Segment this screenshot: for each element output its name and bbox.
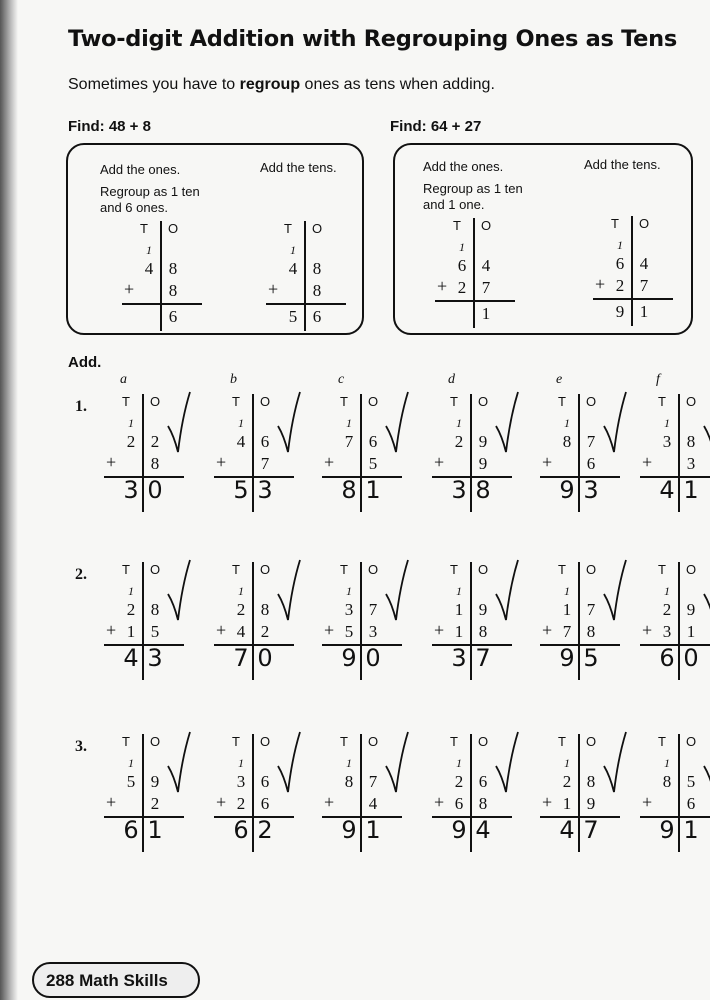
carry-digit: 1 bbox=[664, 416, 670, 430]
addend-1-ones: 7 bbox=[368, 600, 378, 619]
check-mark-icon bbox=[700, 556, 710, 626]
addend-1-tens: 2 bbox=[662, 600, 672, 619]
check-mark-icon bbox=[600, 728, 630, 798]
carry-digit: 1 bbox=[238, 584, 244, 598]
sum-ones: 2 bbox=[257, 816, 273, 844]
carry-digit: 1 bbox=[238, 756, 244, 770]
addend-2-ones: 7 bbox=[481, 278, 491, 297]
sum-ones: 7 bbox=[583, 816, 599, 844]
carry-digit: 1 bbox=[290, 243, 296, 257]
example-2-note: Regroup as 1 ten and 1 one. bbox=[423, 181, 523, 212]
sum-ones: 6 bbox=[168, 307, 178, 326]
example-1-step2: Add the tens. bbox=[260, 160, 337, 175]
check-mark-icon bbox=[274, 556, 304, 626]
sum-ones: 0 bbox=[683, 644, 699, 672]
example-2-work-ones bbox=[435, 218, 515, 328]
carry-digit: 1 bbox=[346, 584, 352, 598]
carry-digit: 1 bbox=[564, 416, 570, 430]
sum-ones: 1 bbox=[683, 476, 699, 504]
addend-1-ones: 4 bbox=[481, 256, 491, 275]
place-value-divider bbox=[142, 394, 144, 512]
carry-digit: 1 bbox=[459, 240, 465, 254]
addend-2-ones: 6 bbox=[586, 454, 596, 473]
sum-line bbox=[214, 476, 294, 478]
addend-2-tens: 1 bbox=[562, 794, 572, 813]
carry-digit: 1 bbox=[456, 416, 462, 430]
place-value-divider bbox=[252, 394, 254, 512]
carry-digit: 1 bbox=[128, 416, 134, 430]
plus-sign: + bbox=[542, 792, 553, 812]
tens-header: T bbox=[611, 216, 619, 231]
addend-1-ones: 2 bbox=[150, 432, 160, 451]
sum-line bbox=[322, 644, 402, 646]
sum-line bbox=[104, 644, 184, 646]
sum-line bbox=[432, 476, 512, 478]
check-mark-icon bbox=[492, 556, 522, 626]
place-value-divider bbox=[473, 218, 475, 328]
addend-1-tens: 3 bbox=[344, 600, 354, 619]
sum-line bbox=[322, 816, 402, 818]
addend-2-ones: 2 bbox=[260, 622, 270, 641]
sum-line bbox=[104, 476, 184, 478]
sum-ones: 8 bbox=[475, 476, 491, 504]
addend-2-ones: 8 bbox=[478, 622, 488, 641]
addend-1-tens: 2 bbox=[236, 600, 246, 619]
addend-1-ones: 7 bbox=[586, 432, 596, 451]
addend-2-ones: 2 bbox=[150, 794, 160, 813]
tens-header: T bbox=[340, 562, 348, 577]
plus-sign: + bbox=[216, 792, 227, 812]
tens-header: T bbox=[122, 562, 130, 577]
place-value-divider bbox=[470, 734, 472, 852]
ones-header: O bbox=[260, 394, 271, 409]
column-letter-a: a bbox=[120, 372, 127, 387]
sum-tens: 5 bbox=[288, 307, 298, 326]
check-mark-icon bbox=[382, 556, 412, 626]
tens-header: T bbox=[232, 562, 240, 577]
sum-ones: 6 bbox=[312, 307, 322, 326]
addend-1-tens: 3 bbox=[662, 432, 672, 451]
tens-header: T bbox=[140, 221, 148, 236]
add-heading: Add. bbox=[68, 354, 102, 371]
addend-2-ones: 9 bbox=[478, 454, 488, 473]
page-shadow-edge bbox=[0, 0, 18, 1000]
place-value-divider bbox=[304, 221, 306, 331]
place-value-divider bbox=[678, 734, 680, 852]
sum-tens: 9 bbox=[451, 816, 467, 844]
sum-tens: 5 bbox=[233, 476, 249, 504]
column-letter-b: b bbox=[230, 372, 237, 387]
plus-sign: + bbox=[216, 620, 227, 640]
addend-2-ones: 6 bbox=[260, 794, 270, 813]
carry-digit: 1 bbox=[456, 756, 462, 770]
addend-1-tens: 2 bbox=[454, 432, 464, 451]
sum-tens: 8 bbox=[341, 476, 357, 504]
ones-header: O bbox=[639, 216, 650, 231]
tens-header: T bbox=[122, 394, 130, 409]
addend-1-tens: 5 bbox=[126, 772, 136, 791]
tens-header: T bbox=[658, 562, 666, 577]
addend-1-tens: 4 bbox=[144, 259, 154, 278]
addend-2-ones: 6 bbox=[686, 794, 696, 813]
sum-tens: 4 bbox=[659, 476, 675, 504]
plus-sign: + bbox=[106, 452, 117, 472]
addend-2-ones: 1 bbox=[686, 622, 696, 641]
example-2-box bbox=[393, 143, 693, 335]
sum-ones: 1 bbox=[365, 476, 381, 504]
plus-sign: + bbox=[434, 792, 445, 812]
addend-2-ones: 8 bbox=[312, 281, 322, 300]
example-2-step1: Add the ones. bbox=[423, 159, 504, 174]
place-value-divider bbox=[160, 221, 162, 331]
sum-tens: 6 bbox=[123, 816, 139, 844]
sum-line bbox=[540, 816, 620, 818]
addend-1-ones: 6 bbox=[368, 432, 378, 451]
sum-ones: 0 bbox=[147, 476, 163, 504]
row-label-3: 3. bbox=[75, 738, 87, 755]
plus-sign: + bbox=[437, 276, 448, 296]
column-letter-f: f bbox=[656, 372, 660, 387]
check-mark-icon bbox=[700, 388, 710, 458]
addend-1-tens: 1 bbox=[454, 600, 464, 619]
carry-digit: 1 bbox=[617, 238, 623, 252]
ones-header: O bbox=[368, 734, 379, 749]
example-1-work-tens bbox=[266, 221, 346, 331]
sum-line bbox=[266, 303, 346, 305]
place-value-divider bbox=[470, 394, 472, 512]
addend-1-ones: 8 bbox=[686, 432, 696, 451]
example-1-box bbox=[66, 143, 364, 335]
ones-header: O bbox=[686, 394, 697, 409]
plus-sign: + bbox=[324, 792, 335, 812]
check-mark-icon bbox=[382, 728, 412, 798]
addend-2-tens: 4 bbox=[236, 622, 246, 641]
place-value-divider bbox=[252, 734, 254, 852]
ones-header: O bbox=[686, 734, 697, 749]
addend-1-tens: 8 bbox=[562, 432, 572, 451]
tens-header: T bbox=[558, 734, 566, 749]
sum-tens: 9 bbox=[659, 816, 675, 844]
plus-sign: + bbox=[542, 452, 553, 472]
check-mark-icon bbox=[164, 388, 194, 458]
intro-text bbox=[68, 76, 495, 94]
sum-tens: 6 bbox=[659, 644, 675, 672]
addend-1-ones: 5 bbox=[686, 772, 696, 791]
plus-sign: + bbox=[642, 620, 653, 640]
row-label-1: 1. bbox=[75, 398, 87, 415]
page-title: Two-digit Addition with Regrouping Ones as Tens bbox=[68, 26, 677, 52]
example-1-find: Find: 48 + 8 bbox=[68, 118, 151, 135]
sum-tens: 9 bbox=[341, 816, 357, 844]
sum-ones: 1 bbox=[481, 304, 491, 323]
sum-ones: 1 bbox=[365, 816, 381, 844]
intro-after: ones as tens when adding. bbox=[300, 76, 495, 93]
check-mark-icon bbox=[600, 556, 630, 626]
sum-ones: 5 bbox=[583, 644, 599, 672]
addend-1-ones: 8 bbox=[260, 600, 270, 619]
tens-header: T bbox=[450, 562, 458, 577]
column-letter-c: c bbox=[338, 372, 345, 387]
addend-2-tens: 3 bbox=[662, 622, 672, 641]
addend-2-ones: 8 bbox=[586, 622, 596, 641]
plus-sign: + bbox=[324, 620, 335, 640]
addend-1-tens: 3 bbox=[236, 772, 246, 791]
sum-ones: 1 bbox=[639, 302, 649, 321]
addend-1-tens: 4 bbox=[236, 432, 246, 451]
ones-header: O bbox=[150, 734, 161, 749]
place-value-divider bbox=[631, 216, 633, 326]
sum-tens: 3 bbox=[123, 476, 139, 504]
sum-line bbox=[214, 816, 294, 818]
ones-header: O bbox=[168, 221, 179, 236]
check-mark-icon bbox=[164, 728, 194, 798]
ones-header: O bbox=[368, 562, 379, 577]
tens-header: T bbox=[284, 221, 292, 236]
carry-digit: 1 bbox=[564, 756, 570, 770]
footer-text: 288 Math Skills bbox=[46, 971, 168, 990]
tens-header: T bbox=[450, 394, 458, 409]
addend-1-tens: 6 bbox=[615, 254, 625, 273]
sum-line bbox=[432, 816, 512, 818]
place-value-divider bbox=[578, 734, 580, 852]
sum-ones: 3 bbox=[583, 476, 599, 504]
ones-header: O bbox=[686, 562, 697, 577]
carry-digit: 1 bbox=[664, 584, 670, 598]
sum-tens: 7 bbox=[233, 644, 249, 672]
addend-2-tens: 7 bbox=[562, 622, 572, 641]
addend-2-ones: 8 bbox=[150, 454, 160, 473]
ones-header: O bbox=[150, 562, 161, 577]
addend-1-ones: 6 bbox=[260, 432, 270, 451]
addend-2-tens: 5 bbox=[344, 622, 354, 641]
place-value-divider bbox=[578, 562, 580, 680]
addend-2-ones: 7 bbox=[639, 276, 649, 295]
sum-line bbox=[104, 816, 184, 818]
place-value-divider bbox=[252, 562, 254, 680]
ones-header: O bbox=[150, 394, 161, 409]
addend-2-ones: 4 bbox=[368, 794, 378, 813]
place-value-divider bbox=[360, 394, 362, 512]
tens-header: T bbox=[658, 734, 666, 749]
addend-2-ones: 5 bbox=[150, 622, 160, 641]
addend-1-tens: 6 bbox=[457, 256, 467, 275]
column-letter-d: d bbox=[448, 372, 455, 387]
addend-1-ones: 8 bbox=[586, 772, 596, 791]
check-mark-icon bbox=[700, 728, 710, 798]
addend-2-tens: 1 bbox=[126, 622, 136, 641]
ones-header: O bbox=[260, 734, 271, 749]
addend-2-ones: 3 bbox=[368, 622, 378, 641]
addend-1-tens: 2 bbox=[126, 600, 136, 619]
plus-sign: + bbox=[434, 620, 445, 640]
tens-header: T bbox=[658, 394, 666, 409]
sum-tens: 9 bbox=[615, 302, 625, 321]
place-value-divider bbox=[678, 562, 680, 680]
place-value-divider bbox=[678, 394, 680, 512]
intro-before: Sometimes you have to bbox=[68, 76, 240, 93]
sum-line bbox=[540, 476, 620, 478]
plus-sign: + bbox=[642, 452, 653, 472]
ones-header: O bbox=[478, 394, 489, 409]
sum-tens: 6 bbox=[233, 816, 249, 844]
place-value-divider bbox=[142, 562, 144, 680]
ones-header: O bbox=[260, 562, 271, 577]
tens-header: T bbox=[558, 394, 566, 409]
sum-line bbox=[214, 644, 294, 646]
tens-header: T bbox=[340, 394, 348, 409]
page-footer bbox=[32, 962, 200, 998]
addend-2-tens: 2 bbox=[457, 278, 467, 297]
tens-header: T bbox=[453, 218, 461, 233]
example-1-note: Regroup as 1 ten and 6 ones. bbox=[100, 184, 200, 215]
place-value-divider bbox=[578, 394, 580, 512]
sum-ones: 1 bbox=[147, 816, 163, 844]
carry-digit: 1 bbox=[146, 243, 152, 257]
carry-digit: 1 bbox=[128, 756, 134, 770]
tens-header: T bbox=[558, 562, 566, 577]
ones-header: O bbox=[586, 394, 597, 409]
example-1-work-ones bbox=[122, 221, 202, 331]
intro-bold: regroup bbox=[239, 76, 301, 93]
addend-1-tens: 8 bbox=[344, 772, 354, 791]
sum-tens: 9 bbox=[559, 476, 575, 504]
addend-1-ones: 6 bbox=[260, 772, 270, 791]
sum-tens: 4 bbox=[559, 816, 575, 844]
sum-ones: 3 bbox=[257, 476, 273, 504]
sum-tens: 9 bbox=[341, 644, 357, 672]
plus-sign: + bbox=[268, 279, 279, 299]
check-mark-icon bbox=[492, 728, 522, 798]
sum-tens: 4 bbox=[123, 644, 139, 672]
addend-2-ones: 3 bbox=[686, 454, 696, 473]
place-value-divider bbox=[360, 562, 362, 680]
sum-line bbox=[435, 300, 515, 302]
addend-1-ones: 6 bbox=[478, 772, 488, 791]
carry-digit: 1 bbox=[128, 584, 134, 598]
column-letter-e: e bbox=[556, 372, 563, 387]
carry-digit: 1 bbox=[238, 416, 244, 430]
example-2-step2: Add the tens. bbox=[584, 157, 661, 172]
example-1-step1: Add the ones. bbox=[100, 162, 181, 177]
place-value-divider bbox=[470, 562, 472, 680]
tens-header: T bbox=[232, 394, 240, 409]
carry-digit: 1 bbox=[664, 756, 670, 770]
addend-1-ones: 8 bbox=[312, 259, 322, 278]
addend-1-tens: 4 bbox=[288, 259, 298, 278]
addend-1-tens: 1 bbox=[562, 600, 572, 619]
sum-ones: 1 bbox=[683, 816, 699, 844]
sum-ones: 0 bbox=[365, 644, 381, 672]
carry-digit: 1 bbox=[346, 756, 352, 770]
addend-1-ones: 4 bbox=[639, 254, 649, 273]
addend-1-ones: 9 bbox=[478, 432, 488, 451]
check-mark-icon bbox=[492, 388, 522, 458]
ones-header: O bbox=[478, 562, 489, 577]
addend-1-ones: 7 bbox=[368, 772, 378, 791]
addend-1-tens: 2 bbox=[562, 772, 572, 791]
carry-digit: 1 bbox=[346, 416, 352, 430]
sum-ones: 4 bbox=[475, 816, 491, 844]
carry-digit: 1 bbox=[564, 584, 570, 598]
addend-1-tens: 7 bbox=[344, 432, 354, 451]
check-mark-icon bbox=[382, 388, 412, 458]
sum-line bbox=[122, 303, 202, 305]
plus-sign: + bbox=[542, 620, 553, 640]
addend-2-tens: 6 bbox=[454, 794, 464, 813]
addend-1-ones: 8 bbox=[168, 259, 178, 278]
tens-header: T bbox=[340, 734, 348, 749]
plus-sign: + bbox=[642, 792, 653, 812]
example-2-find: Find: 64 + 27 bbox=[390, 118, 482, 135]
sum-ones: 3 bbox=[147, 644, 163, 672]
sum-line bbox=[322, 476, 402, 478]
tens-header: T bbox=[232, 734, 240, 749]
addend-2-ones: 9 bbox=[586, 794, 596, 813]
place-value-divider bbox=[360, 734, 362, 852]
row-label-2: 2. bbox=[75, 566, 87, 583]
addend-1-ones: 7 bbox=[586, 600, 596, 619]
ones-header: O bbox=[586, 562, 597, 577]
check-mark-icon bbox=[600, 388, 630, 458]
check-mark-icon bbox=[274, 388, 304, 458]
addend-2-ones: 8 bbox=[478, 794, 488, 813]
sum-tens: 9 bbox=[559, 644, 575, 672]
addend-1-tens: 8 bbox=[662, 772, 672, 791]
addend-2-tens: 2 bbox=[236, 794, 246, 813]
addend-1-ones: 9 bbox=[686, 600, 696, 619]
ones-header: O bbox=[478, 734, 489, 749]
sum-tens: 3 bbox=[451, 644, 467, 672]
addend-2-ones: 8 bbox=[168, 281, 178, 300]
plus-sign: + bbox=[106, 620, 117, 640]
sum-ones: 0 bbox=[257, 644, 273, 672]
ones-header: O bbox=[586, 734, 597, 749]
example-2-work-tens bbox=[593, 216, 673, 326]
tens-header: T bbox=[122, 734, 130, 749]
addend-1-tens: 2 bbox=[454, 772, 464, 791]
sum-line bbox=[432, 644, 512, 646]
addend-2-tens: 1 bbox=[454, 622, 464, 641]
check-mark-icon bbox=[164, 556, 194, 626]
ones-header: O bbox=[368, 394, 379, 409]
check-mark-icon bbox=[274, 728, 304, 798]
tens-header: T bbox=[450, 734, 458, 749]
ones-header: O bbox=[312, 221, 323, 236]
addend-1-ones: 9 bbox=[150, 772, 160, 791]
place-value-divider bbox=[142, 734, 144, 852]
addend-2-ones: 7 bbox=[260, 454, 270, 473]
addend-1-ones: 8 bbox=[150, 600, 160, 619]
plus-sign: + bbox=[434, 452, 445, 472]
addend-1-ones: 9 bbox=[478, 600, 488, 619]
sum-line bbox=[540, 644, 620, 646]
sum-tens: 3 bbox=[451, 476, 467, 504]
addend-1-tens: 2 bbox=[126, 432, 136, 451]
addend-2-ones: 5 bbox=[368, 454, 378, 473]
plus-sign: + bbox=[106, 792, 117, 812]
carry-digit: 1 bbox=[456, 584, 462, 598]
sum-line bbox=[593, 298, 673, 300]
plus-sign: + bbox=[324, 452, 335, 472]
plus-sign: + bbox=[124, 279, 135, 299]
sum-ones: 7 bbox=[475, 644, 491, 672]
plus-sign: + bbox=[216, 452, 227, 472]
ones-header: O bbox=[481, 218, 492, 233]
addend-2-tens: 2 bbox=[615, 276, 625, 295]
plus-sign: + bbox=[595, 274, 606, 294]
